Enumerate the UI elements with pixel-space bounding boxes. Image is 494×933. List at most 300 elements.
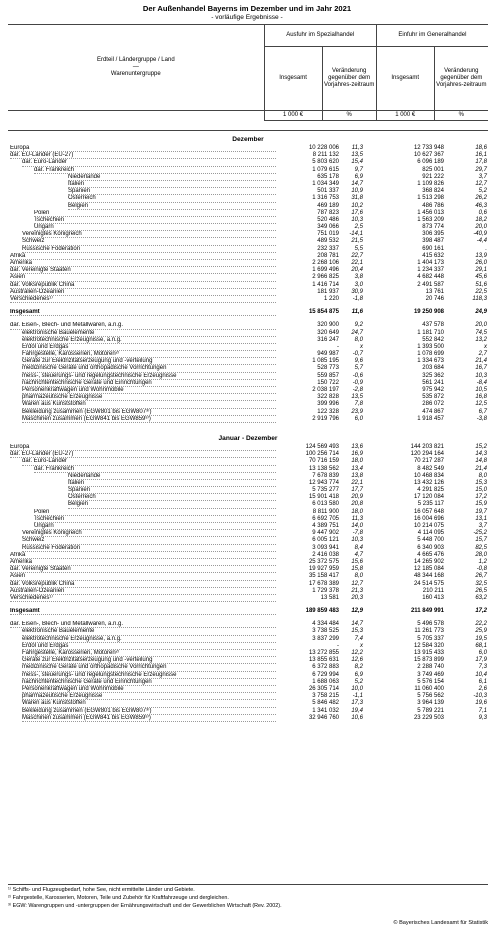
ausfuhr-change: 18,0 bbox=[351, 458, 363, 465]
row-label: Erdöl und Erdgas bbox=[22, 344, 276, 351]
einfuhr-value: 1 513 298 bbox=[417, 195, 444, 202]
ausfuhr-change: 15,4 bbox=[351, 159, 363, 166]
table-row bbox=[8, 380, 488, 387]
einfuhr-value: 1 393 500 bbox=[417, 343, 444, 350]
ausfuhr-change: 11,6 bbox=[351, 309, 363, 316]
row-label: pharmazeutische Erzeugnisse bbox=[22, 693, 276, 700]
table-row bbox=[8, 636, 488, 643]
table-row bbox=[8, 657, 488, 664]
einfuhr-change: 12,7 bbox=[475, 180, 487, 187]
einfuhr-change: 15,2 bbox=[475, 443, 487, 450]
ausfuhr-value: 316 247 bbox=[317, 336, 339, 343]
row-label: Niederlande bbox=[68, 174, 276, 181]
ausfuhr-value: 949 987 bbox=[317, 351, 339, 358]
einfuhr-value: 1 109 826 bbox=[417, 180, 444, 187]
ausfuhr-change: 8,4 bbox=[354, 544, 363, 551]
ausfuhr-value: - bbox=[337, 343, 339, 350]
ausfuhr-value: 6 372 883 bbox=[312, 664, 339, 671]
ausfuhr-value: 559 857 bbox=[317, 372, 339, 379]
header-einfuhr-insgesamt: Insgesamt bbox=[376, 47, 434, 111]
row-label: Österreich bbox=[68, 494, 276, 501]
table-row bbox=[8, 246, 488, 253]
einfuhr-change: 7,1 bbox=[478, 707, 487, 714]
einfuhr-value: 1 078 699 bbox=[417, 351, 444, 358]
ausfuhr-change: 3,8 bbox=[354, 274, 363, 281]
row-label: Ungarn bbox=[34, 224, 276, 231]
table-row bbox=[8, 231, 488, 238]
ausfuhr-value: 208 781 bbox=[317, 252, 339, 259]
row-label: Australien-Ozeanien bbox=[10, 289, 276, 296]
row-label: dar. Eisen-, Blech- und Metallwaren, a.n.g. bbox=[10, 621, 276, 628]
ausfuhr-value: 12 943 774 bbox=[308, 479, 339, 486]
table-row bbox=[8, 401, 488, 408]
ausfuhr-value: 1 699 496 bbox=[312, 267, 339, 274]
einfuhr-value: 398 487 bbox=[422, 238, 444, 245]
table-row bbox=[8, 416, 488, 423]
row-label: Spanien bbox=[68, 188, 276, 195]
einfuhr-value: 4 665 476 bbox=[417, 551, 444, 558]
table-row bbox=[8, 210, 488, 217]
ausfuhr-value: 124 569 493 bbox=[305, 443, 339, 450]
row-label: Personenkraftwagen und Wohnmobile bbox=[22, 387, 276, 394]
row-label: Tschechien bbox=[34, 217, 276, 224]
einfuhr-change: . bbox=[485, 245, 487, 252]
table-row bbox=[8, 409, 488, 416]
row-label: Personenkraftwagen und Wohnmobile bbox=[22, 686, 276, 693]
ausfuhr-change: 9,2 bbox=[354, 322, 363, 329]
header-rule bbox=[8, 130, 488, 131]
ausfuhr-value: 26 305 714 bbox=[308, 685, 339, 692]
header-left-top: Erdteil / Ländergruppe / Land bbox=[96, 57, 175, 63]
einfuhr-value: 5 576 154 bbox=[417, 678, 444, 685]
einfuhr-value: 561 241 bbox=[422, 379, 444, 386]
einfuhr-change: 26,5 bbox=[475, 587, 487, 594]
ausfuhr-change: 13,4 bbox=[351, 465, 363, 472]
unit-ausfuhr-pct: % bbox=[322, 111, 376, 121]
einfuhr-change: 29,7 bbox=[475, 166, 487, 173]
ausfuhr-change: 10,2 bbox=[351, 202, 363, 209]
row-label: medizinische Geräte und orthopädische Vorrichtungen bbox=[22, 365, 276, 372]
row-label: Niederlande bbox=[68, 473, 276, 480]
section-spacer bbox=[8, 423, 488, 433]
ausfuhr-change: 9,6 bbox=[354, 358, 363, 365]
row-label: elektrotechnische Erzeugnisse, a.n.g. bbox=[22, 337, 276, 344]
ausfuhr-change: 7,8 bbox=[354, 401, 363, 408]
ausfuhr-change: 5,7 bbox=[354, 365, 363, 372]
einfuhr-change: -25,2 bbox=[473, 530, 487, 537]
table-row bbox=[8, 253, 488, 260]
einfuhr-change: 15,3 bbox=[475, 479, 487, 486]
row-label: Belgien bbox=[68, 203, 276, 210]
ausfuhr-change: 6,9 bbox=[354, 173, 363, 180]
footnote-1: ¹⁾ Schiffs- und Flugzeugbedarf, hohe See, nicht ermittelte Länder und Gebiete. bbox=[8, 887, 195, 893]
table-row bbox=[8, 480, 488, 487]
ausfuhr-change: -0,9 bbox=[352, 379, 363, 386]
einfuhr-value: 415 632 bbox=[422, 252, 444, 259]
einfuhr-change: 13,2 bbox=[475, 336, 487, 343]
ausfuhr-change: 30,9 bbox=[351, 288, 363, 295]
table-row bbox=[8, 351, 488, 358]
ausfuhr-value: 2 416 038 bbox=[312, 551, 339, 558]
ausfuhr-value: 70 716 159 bbox=[308, 458, 339, 465]
ausfuhr-value: 232 337 bbox=[317, 245, 339, 252]
table-row bbox=[8, 466, 488, 473]
einfuhr-value: 16 004 696 bbox=[413, 515, 444, 522]
table-row bbox=[8, 217, 488, 224]
row-label: Waren aus Kunststoffen bbox=[22, 700, 276, 707]
ausfuhr-value: 3 093 941 bbox=[312, 544, 339, 551]
einfuhr-value: 5 756 562 bbox=[417, 693, 444, 700]
ausfuhr-value: 189 859 483 bbox=[305, 608, 339, 615]
page-title: Der Außenhandel Bayerns im Dezember und im Jahr 2021 bbox=[142, 4, 352, 13]
einfuhr-value: 4 291 825 bbox=[417, 487, 444, 494]
table-row bbox=[8, 145, 488, 152]
einfuhr-value: 210 211 bbox=[422, 587, 444, 594]
ausfuhr-change: 6,9 bbox=[354, 671, 363, 678]
ausfuhr-change: -2,8 bbox=[352, 387, 363, 393]
footnotes bbox=[8, 886, 488, 910]
row-label: dar. Volksrepublik China bbox=[10, 282, 276, 289]
ausfuhr-change: 31,8 bbox=[351, 195, 363, 202]
ausfuhr-value: 13 138 562 bbox=[308, 465, 339, 472]
row-label: mess-, steuerungs- und regelungstechnische Erzeugnisse bbox=[22, 672, 276, 679]
row-label: Ungarn bbox=[34, 523, 276, 530]
ausfuhr-change: 15,3 bbox=[351, 628, 363, 635]
einfuhr-value: 13 915 433 bbox=[413, 650, 444, 656]
einfuhr-change: 17,2 bbox=[475, 608, 487, 615]
table-row bbox=[8, 679, 488, 686]
einfuhr-value: 10 214 075 bbox=[413, 523, 444, 529]
einfuhr-value: 1 234 337 bbox=[417, 267, 444, 274]
einfuhr-change: 15,7 bbox=[475, 537, 487, 544]
einfuhr-change: 19,7 bbox=[475, 508, 487, 515]
section-title: Dezember bbox=[232, 136, 264, 143]
row-label: Insgesamt bbox=[10, 309, 276, 316]
table-row bbox=[8, 373, 488, 380]
row-label: Belgien bbox=[68, 501, 276, 508]
ausfuhr-change: 2,5 bbox=[354, 224, 363, 231]
einfuhr-change: 9,3 bbox=[478, 714, 487, 721]
ausfuhr-change: 21,3 bbox=[351, 587, 363, 594]
einfuhr-change: 12,5 bbox=[475, 401, 487, 408]
table-row bbox=[8, 566, 488, 573]
einfuhr-value: 2 288 740 bbox=[417, 664, 444, 671]
einfuhr-value: 825 001 bbox=[422, 166, 444, 173]
row-label: Vereinigtes Königreich bbox=[22, 530, 276, 537]
table-row bbox=[8, 693, 488, 700]
header-ausfuhr-insgesamt: Insgesamt bbox=[264, 47, 322, 111]
table-row bbox=[8, 686, 488, 693]
einfuhr-value: 13 761 bbox=[425, 288, 444, 295]
einfuhr-change: 15,9 bbox=[475, 501, 487, 508]
table-row bbox=[8, 296, 488, 303]
ausfuhr-value: 10 228 006 bbox=[308, 145, 339, 151]
einfuhr-value: 552 842 bbox=[422, 336, 444, 343]
ausfuhr-value: 25 372 575 bbox=[308, 558, 339, 565]
table-row bbox=[8, 473, 488, 480]
ausfuhr-change: 11,3 bbox=[351, 145, 363, 151]
ausfuhr-change: 12,2 bbox=[351, 650, 363, 656]
copyright: © Bayerisches Landesamt für Statistik bbox=[393, 920, 488, 926]
ausfuhr-value: 1 034 349 bbox=[312, 180, 339, 187]
row-label: Afrika bbox=[10, 552, 276, 559]
ausfuhr-value: 2 268 106 bbox=[312, 260, 339, 266]
ausfuhr-change: 11,3 bbox=[351, 515, 363, 522]
ausfuhr-change: -14,1 bbox=[349, 231, 363, 238]
ausfuhr-change: 20,3 bbox=[351, 594, 363, 601]
ausfuhr-change: x bbox=[360, 343, 363, 350]
einfuhr-value: 1 181 710 bbox=[417, 329, 444, 336]
einfuhr-change: 46,3 bbox=[475, 202, 487, 209]
ausfuhr-change: 6,0 bbox=[354, 415, 363, 422]
ausfuhr-change: 8,0 bbox=[354, 336, 363, 343]
einfuhr-value: 16 057 648 bbox=[413, 508, 444, 515]
table-row bbox=[8, 282, 488, 289]
einfuhr-value: 535 872 bbox=[422, 394, 444, 401]
row-label: nachrichtentechnische Geräte und Einrichtungen bbox=[22, 679, 276, 686]
einfuhr-change: -0,8 bbox=[476, 566, 487, 573]
ausfuhr-value: 15 854 875 bbox=[308, 309, 339, 316]
einfuhr-change: 17,8 bbox=[475, 159, 487, 166]
einfuhr-change: 24,9 bbox=[475, 309, 487, 316]
ausfuhr-change: 23,9 bbox=[351, 408, 363, 415]
einfuhr-change: 18,6 bbox=[475, 145, 487, 151]
table-row bbox=[8, 330, 488, 337]
ausfuhr-value: 19 927 959 bbox=[308, 566, 339, 573]
ausfuhr-value: 3 837 299 bbox=[312, 635, 339, 642]
einfuhr-change: 16,7 bbox=[475, 365, 487, 372]
row-label: Schweiz bbox=[22, 537, 276, 544]
table-row bbox=[8, 458, 488, 465]
ausfuhr-change: 12,7 bbox=[351, 580, 363, 587]
ausfuhr-value: 1 316 753 bbox=[312, 195, 339, 202]
table-row bbox=[8, 501, 488, 508]
einfuhr-value: 306 395 bbox=[422, 231, 444, 238]
table-row bbox=[8, 700, 488, 707]
ausfuhr-value: 349 066 bbox=[317, 224, 339, 231]
einfuhr-change: 74,5 bbox=[475, 329, 487, 336]
header-ausfuhr-veraenderung: Veränderung gegenüber dem Vorjahres-zeitraum bbox=[322, 47, 376, 111]
ausfuhr-value: 1 341 032 bbox=[312, 707, 339, 714]
ausfuhr-value: 1 085 195 bbox=[312, 358, 339, 365]
einfuhr-change: 26,0 bbox=[475, 260, 487, 266]
ausfuhr-value: 6 005 121 bbox=[312, 537, 339, 544]
ausfuhr-value: 5 846 482 bbox=[312, 700, 339, 707]
einfuhr-change: 68,1 bbox=[475, 642, 487, 649]
table-row bbox=[8, 167, 488, 174]
ausfuhr-change: 4,7 bbox=[354, 551, 363, 558]
table-row bbox=[8, 573, 488, 580]
row-label: Polen bbox=[34, 509, 276, 516]
ausfuhr-value: 181 937 bbox=[317, 288, 339, 295]
einfuhr-value: 12 733 948 bbox=[413, 145, 444, 151]
ausfuhr-change: 24,7 bbox=[351, 329, 363, 336]
einfuhr-change: 13,9 bbox=[475, 252, 487, 259]
table-row bbox=[8, 344, 488, 351]
table-row bbox=[8, 358, 488, 365]
table-row bbox=[8, 708, 488, 715]
ausfuhr-value: 150 722 bbox=[317, 379, 339, 386]
einfuhr-change: 25,9 bbox=[475, 628, 487, 635]
row-label: pharmazeutische Erzeugnisse bbox=[22, 394, 276, 401]
row-label: Vereinigtes Königreich bbox=[22, 231, 276, 238]
einfuhr-change: 17,2 bbox=[475, 494, 487, 501]
ausfuhr-change: 10,3 bbox=[351, 537, 363, 544]
page-subtitle: - vorläufige Ergebnisse - bbox=[211, 14, 283, 21]
einfuhr-change: 2,7 bbox=[478, 351, 487, 358]
ausfuhr-change: 15,8 bbox=[351, 566, 363, 573]
ausfuhr-value: 100 256 714 bbox=[305, 451, 339, 458]
ausfuhr-change: -1,1 bbox=[352, 693, 363, 700]
ausfuhr-value: 6 692 705 bbox=[312, 515, 339, 522]
footnote-2: ²⁾ Fahrgestelle, Karosserien, Motoren, Teile und Zubehör für Kraftfahrzeuge und dergleichen. bbox=[8, 895, 229, 901]
einfuhr-change: 10,3 bbox=[475, 372, 487, 379]
row-label: elektronische Bauelemente bbox=[22, 628, 276, 635]
table-row bbox=[8, 444, 488, 451]
einfuhr-value: 437 578 bbox=[422, 322, 444, 329]
table-row bbox=[8, 664, 488, 671]
table-row bbox=[8, 588, 488, 595]
einfuhr-change: 6,7 bbox=[478, 408, 487, 415]
row-label: Amerika bbox=[10, 260, 276, 267]
ausfuhr-value: 17 678 389 bbox=[308, 580, 339, 587]
ausfuhr-change: 17,6 bbox=[351, 209, 363, 216]
row-label: Bekleidung zusammen (EGW801 bis EGW807³⁾) bbox=[22, 409, 276, 416]
row-label: dar. Euro-Länder bbox=[22, 159, 276, 166]
einfuhr-change: 19,5 bbox=[475, 635, 487, 642]
ausfuhr-change: 8,0 bbox=[354, 573, 363, 580]
einfuhr-change: 118,3 bbox=[472, 295, 487, 302]
row-label: nachrichtentechnische Geräte und Einrichtungen bbox=[22, 380, 276, 387]
einfuhr-change: 6,0 bbox=[478, 650, 487, 656]
row-label: Russische Föderation bbox=[22, 246, 276, 253]
table-row bbox=[8, 494, 488, 501]
einfuhr-value: 1 918 457 bbox=[417, 415, 444, 422]
ausfuhr-value: 3 758 215 bbox=[312, 693, 339, 700]
ausfuhr-change: 10,3 bbox=[351, 216, 363, 223]
row-label: dar. EU-Länder (EU-27) bbox=[10, 451, 276, 458]
table-row bbox=[8, 715, 488, 722]
ausfuhr-change: -0,6 bbox=[352, 372, 363, 379]
row-label: Maschinen zusammen (EGW841 bis EGW859³⁾) bbox=[22, 416, 276, 423]
ausfuhr-value: 7 678 839 bbox=[312, 472, 339, 479]
einfuhr-value: 873 774 bbox=[422, 224, 444, 231]
ausfuhr-value: 2 038 197 bbox=[312, 387, 339, 393]
einfuhr-value: 3 964 139 bbox=[417, 700, 444, 707]
table-row bbox=[8, 537, 488, 544]
row-label: dar. EU-Länder (EU-27) bbox=[10, 152, 276, 159]
row-label: Italien bbox=[68, 480, 276, 487]
einfuhr-change: 3,7 bbox=[478, 523, 487, 529]
ausfuhr-value: 528 773 bbox=[317, 365, 339, 372]
ausfuhr-change: 10,0 bbox=[351, 685, 363, 692]
ausfuhr-value: 787 823 bbox=[317, 209, 339, 216]
ausfuhr-change: 9,7 bbox=[354, 166, 363, 173]
table-row bbox=[8, 260, 488, 267]
einfuhr-value: 120 294 164 bbox=[410, 451, 444, 458]
einfuhr-change: 22,5 bbox=[475, 288, 487, 295]
einfuhr-value: 10 627 367 bbox=[413, 152, 444, 159]
einfuhr-change: 21,4 bbox=[475, 358, 487, 365]
table-row bbox=[8, 387, 488, 394]
einfuhr-value: 12 584 320 bbox=[413, 642, 444, 649]
ausfuhr-change: 7,4 bbox=[354, 635, 363, 642]
row-label: Europa bbox=[10, 145, 276, 152]
row-label: Verschiedenes¹⁾ bbox=[10, 296, 276, 303]
einfuhr-change: 28,0 bbox=[475, 551, 487, 558]
ausfuhr-value: 13 272 855 bbox=[308, 650, 339, 656]
einfuhr-value: 1 334 673 bbox=[417, 358, 444, 365]
einfuhr-change: -8,4 bbox=[476, 379, 487, 386]
einfuhr-change: 10,5 bbox=[475, 387, 487, 393]
ausfuhr-change: x bbox=[360, 642, 363, 649]
ausfuhr-change: 12,6 bbox=[351, 657, 363, 664]
table-row bbox=[8, 552, 488, 559]
row-label: Erdöl und Erdgas bbox=[22, 643, 276, 650]
ausfuhr-change: 14,7 bbox=[351, 180, 363, 187]
einfuhr-change: 32,5 bbox=[475, 580, 487, 587]
table-row bbox=[8, 224, 488, 231]
einfuhr-value: 11 060 400 bbox=[414, 685, 444, 692]
table-row bbox=[8, 487, 488, 494]
einfuhr-change: 10,4 bbox=[475, 671, 487, 678]
table-row bbox=[8, 195, 488, 202]
row-label: Spanien bbox=[68, 487, 276, 494]
einfuhr-value: 368 824 bbox=[422, 188, 444, 195]
row-label: elektrotechnische Erzeugnisse, a.n.g. bbox=[22, 636, 276, 643]
einfuhr-change: 16,8 bbox=[475, 394, 487, 401]
table-row bbox=[8, 516, 488, 523]
ausfuhr-value: 469 189 bbox=[317, 202, 339, 209]
einfuhr-change: 26,2 bbox=[475, 195, 487, 202]
table-row bbox=[8, 322, 488, 329]
table-row bbox=[8, 650, 488, 657]
ausfuhr-change: 20,8 bbox=[351, 501, 363, 508]
einfuhr-value: 15 873 899 bbox=[413, 657, 444, 664]
row-label: Australien-Ozeanien bbox=[10, 588, 276, 595]
einfuhr-value: 13 432 126 bbox=[413, 479, 444, 486]
einfuhr-value: 5 789 221 bbox=[417, 707, 444, 714]
ausfuhr-value: 6 729 994 bbox=[312, 671, 339, 678]
ausfuhr-change: -1,8 bbox=[352, 295, 363, 302]
table-row bbox=[8, 394, 488, 401]
row-label: dar. Vereinigte Staaten bbox=[10, 566, 276, 573]
row-label: Geräte zur Elektrizitätserzeugung und -verteilung bbox=[22, 657, 276, 664]
einfuhr-value: 24 514 575 bbox=[413, 580, 444, 587]
ausfuhr-value: 1 220 bbox=[323, 295, 339, 302]
einfuhr-value: 3 749 469 bbox=[417, 671, 444, 678]
einfuhr-change: 63,2 bbox=[475, 594, 487, 601]
ausfuhr-change: 22,1 bbox=[351, 260, 363, 266]
row-label: Geräte zur Elektrizitätserzeugung und -verteilung bbox=[22, 358, 276, 365]
ausfuhr-change: 13,5 bbox=[351, 394, 363, 401]
ausfuhr-value: 4 334 484 bbox=[312, 621, 339, 628]
ausfuhr-value: 1 416 714 bbox=[312, 281, 339, 288]
ausfuhr-value: 1 079 615 bbox=[312, 166, 339, 173]
row-label: medizinische Geräte und orthopädische Vorrichtungen bbox=[22, 664, 276, 671]
ausfuhr-change: 13,6 bbox=[351, 443, 363, 450]
row-label: Polen bbox=[34, 210, 276, 217]
row-label: Insgesamt bbox=[10, 608, 276, 615]
einfuhr-change: -3,8 bbox=[476, 415, 487, 422]
ausfuhr-value: 13 581 bbox=[320, 594, 339, 601]
row-label: Amerika bbox=[10, 559, 276, 566]
row-label: Europa bbox=[10, 444, 276, 451]
einfuhr-change: 18,2 bbox=[475, 216, 487, 223]
einfuhr-value: 8 482 549 bbox=[417, 465, 444, 472]
ausfuhr-change: -0,7 bbox=[352, 351, 363, 358]
ausfuhr-value: 2 919 796 bbox=[312, 415, 339, 422]
